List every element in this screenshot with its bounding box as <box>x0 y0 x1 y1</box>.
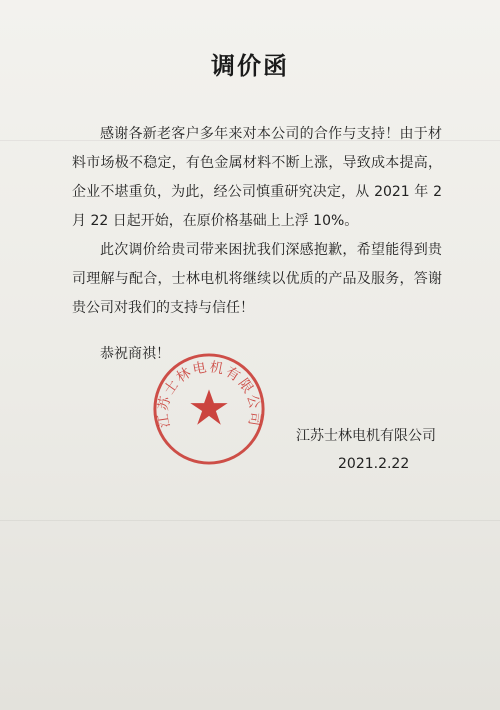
signature-company: 江苏士林电机有限公司 <box>296 428 436 444</box>
body-paragraph-1: 感谢各新老客户多年来对本公司的合作与支持！由于材料市场极不稳定，有色金属材料不断上涨，导致成本提高，企业不堪重负，为此，经公司慎重研究决定，从 2021 年 2 月 22 日起开始，在原价格基础上上浮 10%。 <box>72 126 442 229</box>
paper-fold-line <box>0 520 500 521</box>
signature-date: 2021.2.22 <box>338 456 410 472</box>
closing-greeting: 恭祝商祺！ <box>100 346 170 362</box>
company-seal-stamp <box>150 350 268 468</box>
body-paragraph-2: 此次调价给贵司带来困扰我们深感抱歉，希望能得到贵司理解与配合，士林电机将继续以优质的产品及服务，答谢贵公司对我们的支持与信任！ <box>72 242 442 316</box>
svg-text:江苏士林电机有限公司: 江苏士林电机有限公司 <box>155 359 263 429</box>
document-title: 调价函 <box>211 52 289 80</box>
